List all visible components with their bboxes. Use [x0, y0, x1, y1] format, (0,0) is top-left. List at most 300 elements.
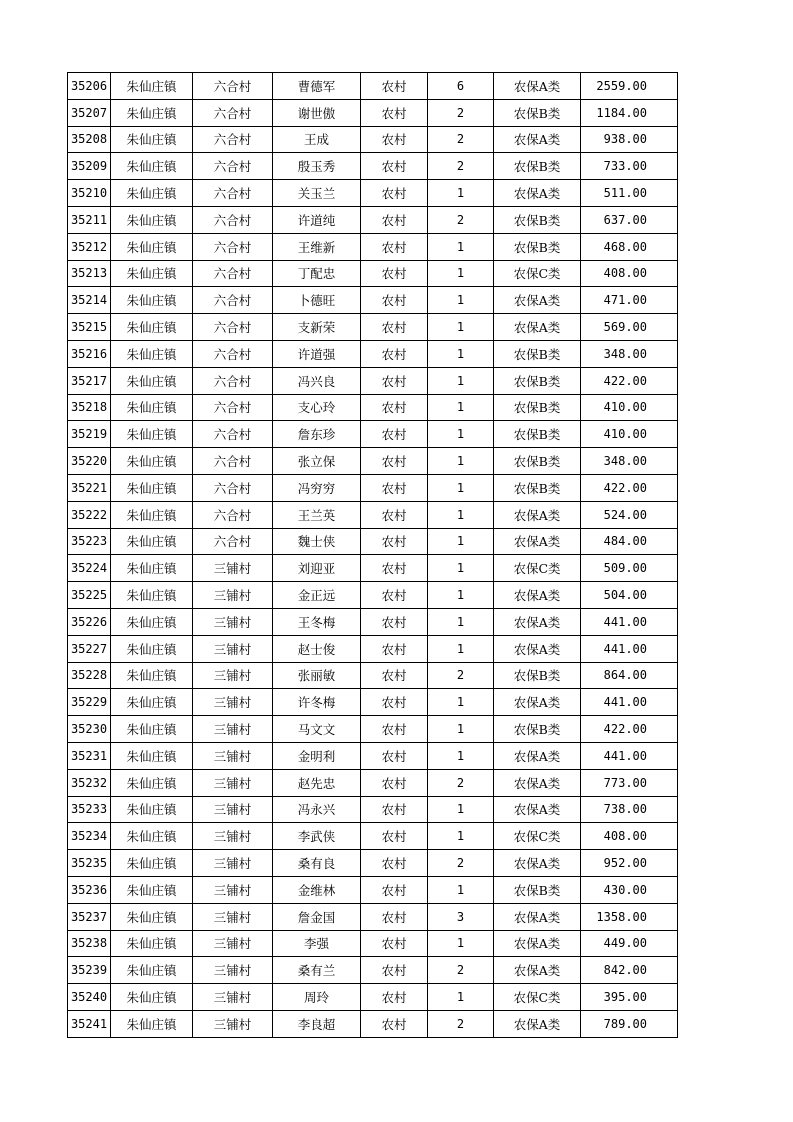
record-id-cell: 35229	[68, 689, 111, 716]
name-cell: 赵士俊	[273, 635, 361, 662]
town-cell: 朱仙庄镇	[111, 662, 193, 689]
amount-cell: 864.00	[581, 662, 678, 689]
table-row	[68, 984, 678, 1011]
household-count-cell: 1	[428, 635, 494, 662]
amount-cell: 410.00	[581, 421, 678, 448]
record-id-cell: 35238	[68, 930, 111, 957]
name-cell: 魏士侠	[273, 528, 361, 555]
table-row	[68, 126, 678, 153]
area-type-cell: 农村	[361, 1010, 428, 1037]
name-cell: 王兰英	[273, 501, 361, 528]
record-id-cell: 35230	[68, 716, 111, 743]
record-id-cell: 35240	[68, 984, 111, 1011]
area-type-cell: 农村	[361, 474, 428, 501]
insurance-class-cell: 农保A类	[494, 528, 581, 555]
town-cell: 朱仙庄镇	[111, 287, 193, 314]
insurance-class-cell: 农保B类	[494, 233, 581, 260]
insurance-class-cell: 农保B类	[494, 340, 581, 367]
record-id-cell: 35228	[68, 662, 111, 689]
village-cell: 三铺村	[193, 608, 273, 635]
table-row	[68, 233, 678, 260]
table-row	[68, 501, 678, 528]
table-row	[68, 662, 678, 689]
household-count-cell: 1	[428, 233, 494, 260]
insurance-class-cell: 农保A类	[494, 1010, 581, 1037]
area-type-cell: 农村	[361, 394, 428, 421]
town-cell: 朱仙庄镇	[111, 474, 193, 501]
record-id-cell: 35212	[68, 233, 111, 260]
table-row	[68, 823, 678, 850]
town-cell: 朱仙庄镇	[111, 180, 193, 207]
village-cell: 六合村	[193, 367, 273, 394]
record-id-cell: 35237	[68, 903, 111, 930]
village-cell: 三铺村	[193, 689, 273, 716]
village-cell: 三铺村	[193, 850, 273, 877]
record-id-cell: 35218	[68, 394, 111, 421]
area-type-cell: 农村	[361, 635, 428, 662]
area-type-cell: 农村	[361, 716, 428, 743]
table-row	[68, 582, 678, 609]
amount-cell: 1184.00	[581, 99, 678, 126]
town-cell: 朱仙庄镇	[111, 635, 193, 662]
town-cell: 朱仙庄镇	[111, 903, 193, 930]
insurance-class-cell: 农保B类	[494, 421, 581, 448]
household-count-cell: 2	[428, 153, 494, 180]
town-cell: 朱仙庄镇	[111, 850, 193, 877]
table-row	[68, 957, 678, 984]
insurance-class-cell: 农保A类	[494, 582, 581, 609]
amount-cell: 408.00	[581, 823, 678, 850]
table-row	[68, 716, 678, 743]
insurance-class-cell: 农保A类	[494, 314, 581, 341]
name-cell: 王维新	[273, 233, 361, 260]
household-count-cell: 1	[428, 582, 494, 609]
household-count-cell: 1	[428, 689, 494, 716]
village-cell: 六合村	[193, 528, 273, 555]
household-count-cell: 1	[428, 340, 494, 367]
town-cell: 朱仙庄镇	[111, 689, 193, 716]
village-cell: 三铺村	[193, 903, 273, 930]
amount-cell: 471.00	[581, 287, 678, 314]
village-cell: 六合村	[193, 501, 273, 528]
name-cell: 殷玉秀	[273, 153, 361, 180]
town-cell: 朱仙庄镇	[111, 796, 193, 823]
name-cell: 周玲	[273, 984, 361, 1011]
village-cell: 六合村	[193, 233, 273, 260]
name-cell: 许冬梅	[273, 689, 361, 716]
table-row	[68, 287, 678, 314]
record-id-cell: 35234	[68, 823, 111, 850]
area-type-cell: 农村	[361, 689, 428, 716]
town-cell: 朱仙庄镇	[111, 501, 193, 528]
household-count-cell: 1	[428, 394, 494, 421]
household-count-cell: 1	[428, 555, 494, 582]
table-row	[68, 260, 678, 287]
area-type-cell: 农村	[361, 769, 428, 796]
village-cell: 三铺村	[193, 742, 273, 769]
town-cell: 朱仙庄镇	[111, 448, 193, 475]
household-count-cell: 1	[428, 796, 494, 823]
town-cell: 朱仙庄镇	[111, 99, 193, 126]
town-cell: 朱仙庄镇	[111, 528, 193, 555]
household-count-cell: 1	[428, 421, 494, 448]
area-type-cell: 农村	[361, 957, 428, 984]
household-count-cell: 1	[428, 742, 494, 769]
table-row	[68, 555, 678, 582]
village-cell: 六合村	[193, 260, 273, 287]
area-type-cell: 农村	[361, 984, 428, 1011]
area-type-cell: 农村	[361, 555, 428, 582]
amount-cell: 2559.00	[581, 73, 678, 100]
household-count-cell: 2	[428, 99, 494, 126]
village-cell: 六合村	[193, 126, 273, 153]
table-row	[68, 850, 678, 877]
name-cell: 李良超	[273, 1010, 361, 1037]
village-cell: 六合村	[193, 153, 273, 180]
name-cell: 马文文	[273, 716, 361, 743]
insurance-class-cell: 农保B类	[494, 394, 581, 421]
record-id-cell: 35231	[68, 742, 111, 769]
insurance-class-cell: 农保A类	[494, 957, 581, 984]
name-cell: 冯兴良	[273, 367, 361, 394]
household-count-cell: 1	[428, 608, 494, 635]
table-body	[68, 73, 678, 1038]
town-cell: 朱仙庄镇	[111, 206, 193, 233]
insurance-class-cell: 农保A类	[494, 287, 581, 314]
record-id-cell: 35215	[68, 314, 111, 341]
record-id-cell: 35206	[68, 73, 111, 100]
town-cell: 朱仙庄镇	[111, 769, 193, 796]
area-type-cell: 农村	[361, 501, 428, 528]
town-cell: 朱仙庄镇	[111, 1010, 193, 1037]
village-cell: 三铺村	[193, 930, 273, 957]
household-count-cell: 1	[428, 528, 494, 555]
amount-cell: 468.00	[581, 233, 678, 260]
village-cell: 三铺村	[193, 582, 273, 609]
amount-cell: 504.00	[581, 582, 678, 609]
household-count-cell: 1	[428, 367, 494, 394]
record-id-cell: 35225	[68, 582, 111, 609]
amount-cell: 408.00	[581, 260, 678, 287]
village-cell: 三铺村	[193, 823, 273, 850]
insurance-class-cell: 农保A类	[494, 501, 581, 528]
insurance-class-cell: 农保B类	[494, 662, 581, 689]
town-cell: 朱仙庄镇	[111, 394, 193, 421]
village-cell: 六合村	[193, 340, 273, 367]
record-id-cell: 35223	[68, 528, 111, 555]
amount-cell: 430.00	[581, 876, 678, 903]
insurance-class-cell: 农保A类	[494, 689, 581, 716]
area-type-cell: 农村	[361, 314, 428, 341]
area-type-cell: 农村	[361, 608, 428, 635]
amount-cell: 441.00	[581, 742, 678, 769]
area-type-cell: 农村	[361, 73, 428, 100]
insurance-class-cell: 农保B类	[494, 99, 581, 126]
record-id-cell: 35226	[68, 608, 111, 635]
insurance-class-cell: 农保C类	[494, 260, 581, 287]
town-cell: 朱仙庄镇	[111, 555, 193, 582]
record-id-cell: 35213	[68, 260, 111, 287]
village-cell: 六合村	[193, 99, 273, 126]
name-cell: 许道强	[273, 340, 361, 367]
insurance-class-cell: 农保C类	[494, 823, 581, 850]
name-cell: 卜德旺	[273, 287, 361, 314]
amount-cell: 569.00	[581, 314, 678, 341]
household-count-cell: 2	[428, 662, 494, 689]
record-id-cell: 35221	[68, 474, 111, 501]
area-type-cell: 农村	[361, 180, 428, 207]
table-row	[68, 903, 678, 930]
village-cell: 六合村	[193, 314, 273, 341]
town-cell: 朱仙庄镇	[111, 340, 193, 367]
area-type-cell: 农村	[361, 287, 428, 314]
name-cell: 谢世傲	[273, 99, 361, 126]
town-cell: 朱仙庄镇	[111, 582, 193, 609]
amount-cell: 441.00	[581, 635, 678, 662]
amount-cell: 952.00	[581, 850, 678, 877]
name-cell: 张立保	[273, 448, 361, 475]
record-id-cell: 35210	[68, 180, 111, 207]
town-cell: 朱仙庄镇	[111, 930, 193, 957]
insurance-class-cell: 农保A类	[494, 608, 581, 635]
town-cell: 朱仙庄镇	[111, 367, 193, 394]
insurance-class-cell: 农保A类	[494, 903, 581, 930]
amount-cell: 449.00	[581, 930, 678, 957]
town-cell: 朱仙庄镇	[111, 153, 193, 180]
amount-cell: 509.00	[581, 555, 678, 582]
village-cell: 六合村	[193, 180, 273, 207]
town-cell: 朱仙庄镇	[111, 260, 193, 287]
town-cell: 朱仙庄镇	[111, 984, 193, 1011]
table-row	[68, 99, 678, 126]
area-type-cell: 农村	[361, 823, 428, 850]
village-cell: 三铺村	[193, 555, 273, 582]
town-cell: 朱仙庄镇	[111, 421, 193, 448]
town-cell: 朱仙庄镇	[111, 314, 193, 341]
insurance-class-cell: 农保B类	[494, 876, 581, 903]
name-cell: 刘迎亚	[273, 555, 361, 582]
name-cell: 关玉兰	[273, 180, 361, 207]
record-id-cell: 35241	[68, 1010, 111, 1037]
town-cell: 朱仙庄镇	[111, 957, 193, 984]
area-type-cell: 农村	[361, 126, 428, 153]
record-id-cell: 35211	[68, 206, 111, 233]
record-id-cell: 35222	[68, 501, 111, 528]
village-cell: 三铺村	[193, 769, 273, 796]
insurance-class-cell: 农保A类	[494, 635, 581, 662]
village-cell: 三铺村	[193, 984, 273, 1011]
household-count-cell: 1	[428, 260, 494, 287]
area-type-cell: 农村	[361, 421, 428, 448]
name-cell: 詹金国	[273, 903, 361, 930]
name-cell: 李武侠	[273, 823, 361, 850]
area-type-cell: 农村	[361, 850, 428, 877]
village-cell: 三铺村	[193, 635, 273, 662]
area-type-cell: 农村	[361, 876, 428, 903]
town-cell: 朱仙庄镇	[111, 73, 193, 100]
name-cell: 詹东珍	[273, 421, 361, 448]
household-count-cell: 2	[428, 850, 494, 877]
amount-cell: 524.00	[581, 501, 678, 528]
village-cell: 六合村	[193, 73, 273, 100]
household-count-cell: 1	[428, 876, 494, 903]
name-cell: 桑有良	[273, 850, 361, 877]
insurance-class-cell: 农保A类	[494, 126, 581, 153]
amount-cell: 410.00	[581, 394, 678, 421]
household-count-cell: 2	[428, 957, 494, 984]
table-row	[68, 448, 678, 475]
area-type-cell: 农村	[361, 903, 428, 930]
table-row	[68, 367, 678, 394]
name-cell: 赵先忠	[273, 769, 361, 796]
household-count-cell: 1	[428, 314, 494, 341]
amount-cell: 348.00	[581, 448, 678, 475]
area-type-cell: 农村	[361, 340, 428, 367]
name-cell: 许道纯	[273, 206, 361, 233]
table-row	[68, 930, 678, 957]
household-count-cell: 1	[428, 930, 494, 957]
area-type-cell: 农村	[361, 796, 428, 823]
name-cell: 金正远	[273, 582, 361, 609]
village-cell: 三铺村	[193, 796, 273, 823]
village-cell: 三铺村	[193, 876, 273, 903]
amount-cell: 422.00	[581, 474, 678, 501]
record-id-cell: 35207	[68, 99, 111, 126]
area-type-cell: 农村	[361, 153, 428, 180]
town-cell: 朱仙庄镇	[111, 233, 193, 260]
name-cell: 支新荣	[273, 314, 361, 341]
town-cell: 朱仙庄镇	[111, 716, 193, 743]
amount-cell: 441.00	[581, 689, 678, 716]
table-row	[68, 340, 678, 367]
record-id-cell: 35220	[68, 448, 111, 475]
insurance-class-cell: 农保C类	[494, 984, 581, 1011]
record-id-cell: 35233	[68, 796, 111, 823]
table-row	[68, 528, 678, 555]
area-type-cell: 农村	[361, 582, 428, 609]
table-row	[68, 742, 678, 769]
town-cell: 朱仙庄镇	[111, 126, 193, 153]
amount-cell: 441.00	[581, 608, 678, 635]
record-id-cell: 35227	[68, 635, 111, 662]
village-cell: 三铺村	[193, 716, 273, 743]
amount-cell: 511.00	[581, 180, 678, 207]
area-type-cell: 农村	[361, 742, 428, 769]
village-cell: 六合村	[193, 287, 273, 314]
village-cell: 三铺村	[193, 662, 273, 689]
insurance-class-cell: 农保C类	[494, 555, 581, 582]
town-cell: 朱仙庄镇	[111, 823, 193, 850]
name-cell: 桑有兰	[273, 957, 361, 984]
town-cell: 朱仙庄镇	[111, 608, 193, 635]
household-count-cell: 3	[428, 903, 494, 930]
village-cell: 六合村	[193, 448, 273, 475]
amount-cell: 842.00	[581, 957, 678, 984]
data-table	[67, 72, 678, 1038]
table-row	[68, 608, 678, 635]
insurance-class-cell: 农保B类	[494, 448, 581, 475]
insurance-class-cell: 农保A类	[494, 180, 581, 207]
household-count-cell: 2	[428, 769, 494, 796]
household-count-cell: 2	[428, 206, 494, 233]
insurance-class-cell: 农保B类	[494, 716, 581, 743]
insurance-class-cell: 农保B类	[494, 474, 581, 501]
household-count-cell: 1	[428, 287, 494, 314]
table-row	[68, 876, 678, 903]
insurance-class-cell: 农保A类	[494, 796, 581, 823]
name-cell: 支心玲	[273, 394, 361, 421]
area-type-cell: 农村	[361, 99, 428, 126]
area-type-cell: 农村	[361, 367, 428, 394]
table-row	[68, 314, 678, 341]
insurance-class-cell: 农保B类	[494, 153, 581, 180]
household-count-cell: 2	[428, 1010, 494, 1037]
household-count-cell: 1	[428, 984, 494, 1011]
table-row	[68, 689, 678, 716]
table-row	[68, 474, 678, 501]
name-cell: 曹德军	[273, 73, 361, 100]
area-type-cell: 农村	[361, 930, 428, 957]
household-count-cell: 1	[428, 448, 494, 475]
household-count-cell: 1	[428, 180, 494, 207]
amount-cell: 738.00	[581, 796, 678, 823]
table-row	[68, 206, 678, 233]
amount-cell: 395.00	[581, 984, 678, 1011]
village-cell: 六合村	[193, 394, 273, 421]
insurance-class-cell: 农保A类	[494, 742, 581, 769]
village-cell: 三铺村	[193, 957, 273, 984]
insurance-class-cell: 农保A类	[494, 769, 581, 796]
town-cell: 朱仙庄镇	[111, 742, 193, 769]
record-id-cell: 35209	[68, 153, 111, 180]
record-id-cell: 35217	[68, 367, 111, 394]
name-cell: 李强	[273, 930, 361, 957]
village-cell: 六合村	[193, 474, 273, 501]
household-count-cell: 6	[428, 73, 494, 100]
amount-cell: 422.00	[581, 716, 678, 743]
household-count-cell: 2	[428, 126, 494, 153]
name-cell: 张丽敏	[273, 662, 361, 689]
table-row	[68, 796, 678, 823]
village-cell: 三铺村	[193, 1010, 273, 1037]
table-row	[68, 769, 678, 796]
record-id-cell: 35232	[68, 769, 111, 796]
name-cell: 冯穷穷	[273, 474, 361, 501]
amount-cell: 938.00	[581, 126, 678, 153]
insurance-class-cell: 农保A类	[494, 73, 581, 100]
record-id-cell: 35235	[68, 850, 111, 877]
name-cell: 金维林	[273, 876, 361, 903]
amount-cell: 789.00	[581, 1010, 678, 1037]
table-row	[68, 73, 678, 100]
name-cell: 金明利	[273, 742, 361, 769]
name-cell: 冯永兴	[273, 796, 361, 823]
insurance-class-cell: 农保B类	[494, 206, 581, 233]
name-cell: 王成	[273, 126, 361, 153]
amount-cell: 773.00	[581, 769, 678, 796]
household-count-cell: 1	[428, 501, 494, 528]
amount-cell: 637.00	[581, 206, 678, 233]
area-type-cell: 农村	[361, 206, 428, 233]
table-row	[68, 153, 678, 180]
table-row	[68, 180, 678, 207]
name-cell: 丁配忠	[273, 260, 361, 287]
village-cell: 六合村	[193, 421, 273, 448]
table-row	[68, 635, 678, 662]
area-type-cell: 农村	[361, 260, 428, 287]
amount-cell: 733.00	[581, 153, 678, 180]
area-type-cell: 农村	[361, 233, 428, 260]
